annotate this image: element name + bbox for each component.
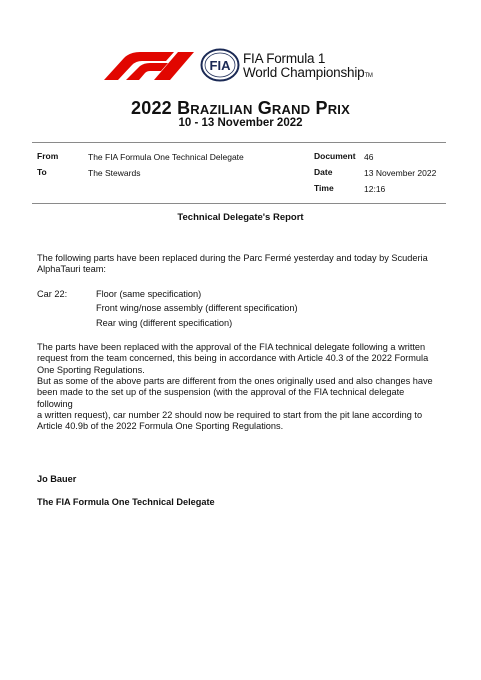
signatory-name: Jo Bauer [37, 474, 77, 484]
approval-paragraph [37, 342, 442, 376]
meta-top-rule [32, 142, 446, 143]
paragraph-line: request from the team concerned, this being in accordance with Article 40.3 of the 2022 Formula [37, 353, 429, 364]
from-label: From [37, 151, 59, 161]
report-title: Technical Delegate's Report [177, 212, 304, 223]
intro-line: The following parts have been replaced during the Parc Fermé yesterday and today by Scuderia [37, 253, 428, 263]
fia-badge-text: FIA [209, 58, 231, 73]
to-label: To [37, 167, 47, 177]
event-title [0, 98, 481, 119]
paragraph-line: Article 40.9b of the 2022 Formula One Sporting Regulations. [37, 421, 284, 432]
document-value: 46 [364, 152, 374, 162]
pit-lane-paragraph [37, 376, 442, 432]
part-item: Floor (same specification) [96, 289, 202, 299]
signatory-role: The FIA Formula One Technical Delegate [37, 497, 215, 507]
fia-badge-icon [200, 48, 240, 82]
time-label: Time [314, 183, 334, 193]
paragraph-line: a written request), car number 22 should now be required to start from the pit lane according to [37, 409, 423, 420]
part-item: Front wing/nose assembly (different specification) [96, 303, 298, 313]
intro-paragraph [37, 253, 442, 276]
paragraph-line: been made to the set up of the suspension (with the approval of the FIA technical delegate following [37, 387, 405, 409]
date-value: 13 November 2022 [364, 168, 437, 178]
intro-line: AlphaTauri team: [37, 264, 106, 275]
series-name-line2 [243, 65, 373, 80]
paragraph-line: One Sporting Regulations. [37, 364, 145, 375]
series-name-line2-text: World Championship [243, 65, 365, 80]
paragraph-line: The parts have been replaced with the approval of the FIA technical delegate following a written [37, 342, 426, 352]
paragraph-line: But as some of the above parts are different from the ones originally used and also changes have [37, 376, 433, 386]
time-value: 12:16 [364, 184, 386, 194]
series-name-line1: FIA Formula 1 [243, 51, 326, 66]
event-dates: 10 - 13 November 2022 [178, 117, 303, 129]
from-value: The FIA Formula One Technical Delegate [88, 152, 244, 162]
to-value: The Stewards [88, 168, 141, 178]
f1-logo-icon [96, 50, 196, 80]
car-label: Car 22: [37, 289, 68, 299]
meta-bottom-rule [32, 203, 446, 204]
event-title-text: 2022 Brazilian Grand Prix [131, 98, 350, 118]
trademark-mark: TM [364, 73, 373, 79]
part-item: Rear wing (different specification) [96, 318, 233, 328]
document-label: Document [314, 151, 356, 161]
header-logo [96, 48, 396, 84]
date-label: Date [314, 167, 333, 177]
